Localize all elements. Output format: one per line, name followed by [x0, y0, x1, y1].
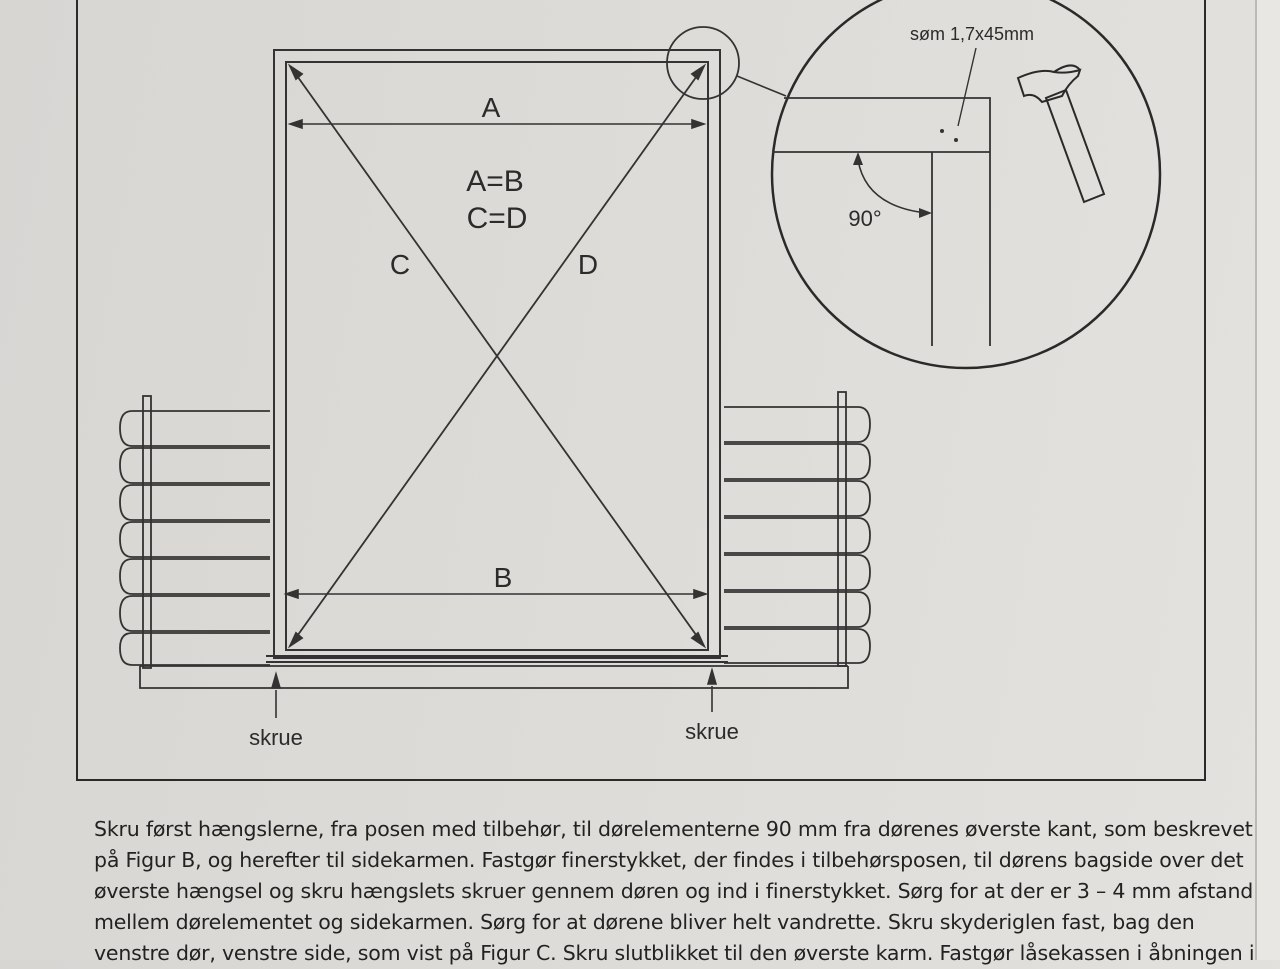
instruction-line-4: mellem dørelementet og sidekarmen. Sørg for at dørene bliver helt vandrette. Skru skyderiglen fast, bag den	[94, 910, 1195, 934]
label-eq1: A=B	[466, 165, 524, 198]
diagonals	[290, 66, 704, 646]
label-screw-right: skrue	[685, 719, 739, 744]
label-angle: 90°	[848, 206, 882, 231]
label-c: C	[389, 249, 411, 280]
instruction-line-1: Skru først hængslerne, fra posen med tilbehør, til dørelementerne 90 mm fra dørenes øverste kant, som beskrevet	[94, 817, 1253, 841]
base-beam	[140, 666, 848, 688]
label-nail: søm 1,7x45mm	[909, 24, 1035, 44]
screw-arrows	[272, 670, 716, 718]
instruction-line-5: venstre dør, venstre side, som vist på Figur C. Skru slutblikket til den øverste karm. Fastgør låsekassen i åbningen i	[94, 941, 1255, 965]
hammer-icon	[1018, 65, 1104, 202]
log-wall-right	[724, 392, 870, 666]
label-d: D	[577, 249, 599, 280]
label-screw-left: skrue	[249, 725, 303, 750]
log-wall-left	[120, 396, 270, 668]
label-eq2: C=D	[466, 202, 528, 235]
instruction-text	[94, 814, 1255, 969]
detail-magnified	[772, 0, 1160, 368]
label-a: A	[481, 92, 501, 123]
label-b: B	[493, 562, 513, 593]
instruction-line-3: øverste hængsel og skru hængslets skruer gennem døren og ind i finerstykket. Sørg for at der er 3 – 4 mm afstand	[94, 879, 1254, 903]
instruction-line-2: på Figur B, og herefter til sidekarmen. Fastgør finerstykket, der findes i tilbehørsposen, til dørens bagside over det	[94, 848, 1244, 872]
